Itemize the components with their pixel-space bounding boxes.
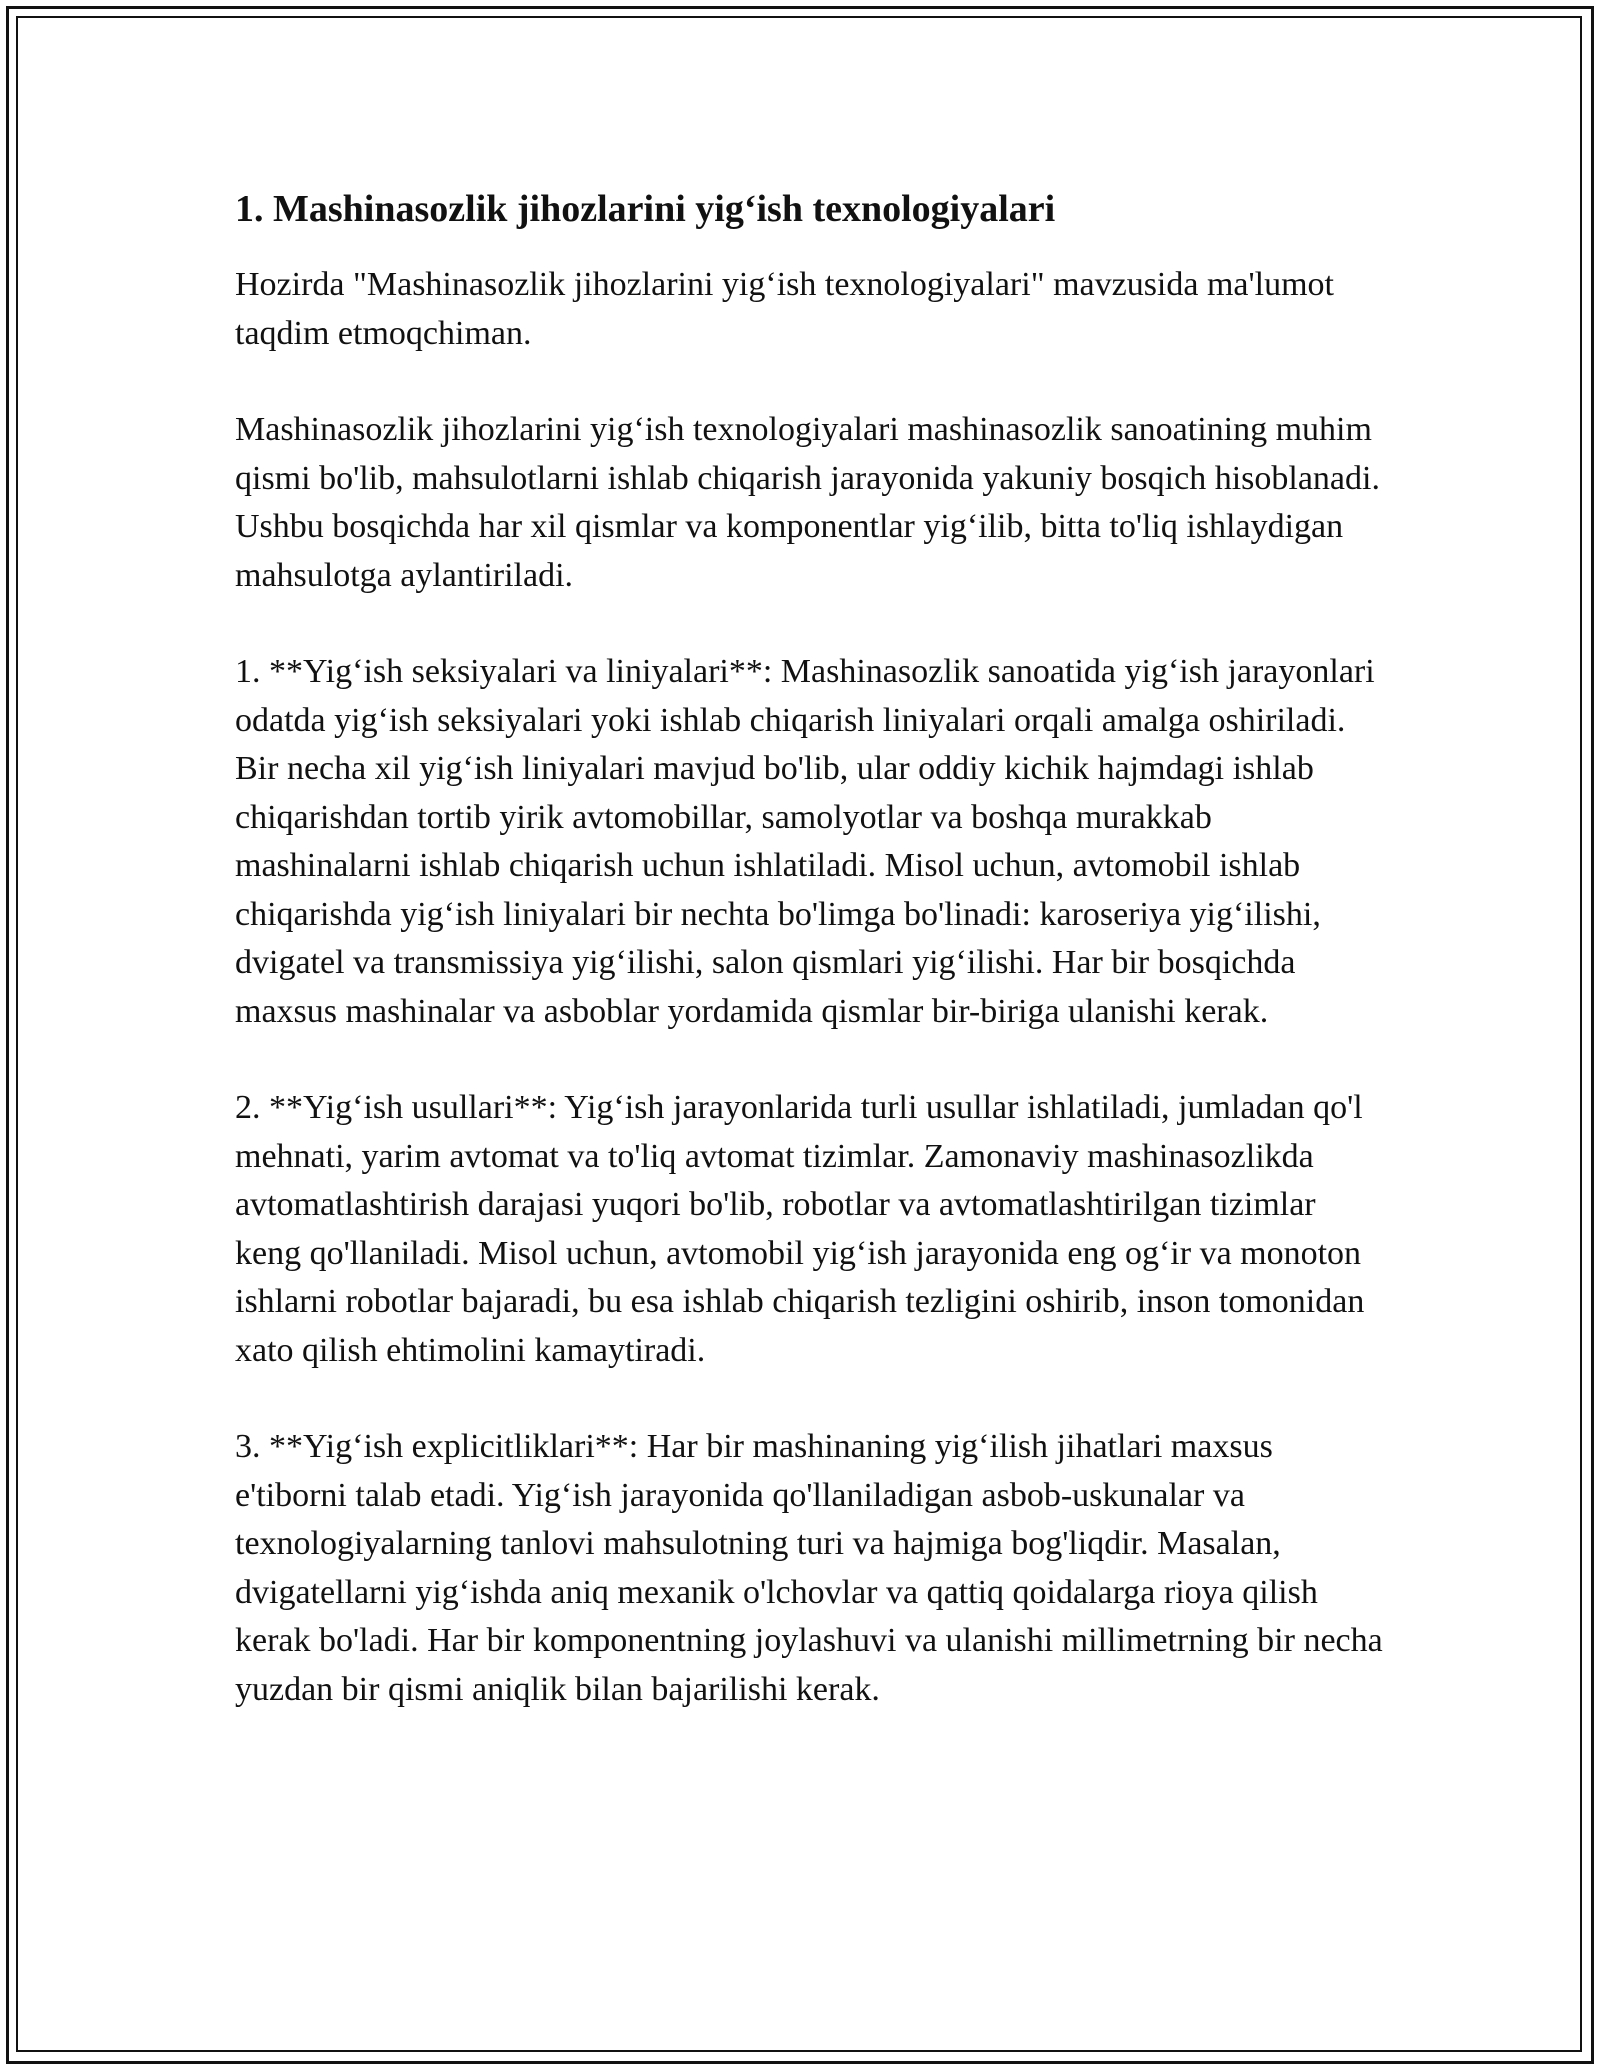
paragraph-section-3: 3. **Yig‘ish explicitliklari**: Har bir mashinaning yig‘ilish jihatlari maxsus e'tiborni talab etadi. Yig‘ish jarayonida qo'llaniladigan asbob-uskunalar va texnologiyalarning tanlovi mahsulotning turi va hajmiga bog'liqdir. Masalan, dvigatellarni yig‘ishda aniq mexanik o'lchovlar va qattiq qoidalarga rioya qilish kerak bo'ladi. Har bir komponentning joylashuvi va ulanishi millimetrning bir necha yuzdan bir qismi aniqlik bilan bajarilishi kerak. (235, 1428, 1383, 1708)
paragraph-overview: Mashinasozlik jihozlarini yig‘ish texnologiyalari mashinasozlik sanoatining muhim qismi bo'lib, mahsulotlarni ishlab chiqarish jarayonida yakuniy bosqich hisoblanadi. Ushbu bosqichda har xil qismlar va komponentlar yig‘ilib, bitta to'liq ishlaydigan mahsulotga aylantiriladi. (235, 411, 1380, 594)
document-title: 1. Mashinasozlik jihozlarini yig‘ish texnologiyalari (235, 188, 1056, 230)
document-body (235, 185, 1385, 1762)
paragraph-section-2: 2. **Yig‘ish usullari**: Yig‘ish jarayonlarida turli usullar ishlatiladi, jumladan qo'l mehnati, yarim avtomat va to'liq avtomat tizimlar. Zamonaviy mashinasozlikda avtomatlashtirish darajasi yuqori bo'lib, robotlar va avtomatlashtirilgan tizimlar keng qo'llaniladi. Misol uchun, avtomobil yig‘ish jarayonida eng og‘ir va monoton ishlarni robotlar bajaradi, bu esa ishlab chiqarish tezligini oshirib, inson tomonidan xato qilish ehtimolini kamaytiradi. (235, 1089, 1365, 1369)
paragraph-intro: Hozirda "Mashinasozlik jihozlarini yig‘ish texnologiyalari" mavzusida ma'lumot taqdim etmoqchiman. (235, 266, 1334, 352)
paragraph-section-1: 1. **Yig‘ish seksiyalari va liniyalari**: Mashinasozlik sanoatida yig‘ish jarayonlari odatda yig‘ish seksiyalari yoki ishlab chiqarish liniyalari orqali amalga oshiriladi. Bir necha xil yig‘ish liniyalari mavjud bo'lib, ular oddiy kichik hajmdagi ishlab chiqarishdan tortib yirik avtomobillar, samolyotlar va boshqa murakkab mashinalarni ishlab chiqarish uchun ishlatiladi. Misol uchun, avtomobil ishlab chiqarishda yig‘ish liniyalari bir nechta bo'limga bo'linadi: karoseriya yig‘ilishi, dvigatel va transmissiya yig‘ilishi, salon qismlari yig‘ilishi. Har bir bosqichda maxsus mashinalar va asboblar yordamida qismlar bir-biriga ulanishi kerak. (235, 653, 1375, 1030)
